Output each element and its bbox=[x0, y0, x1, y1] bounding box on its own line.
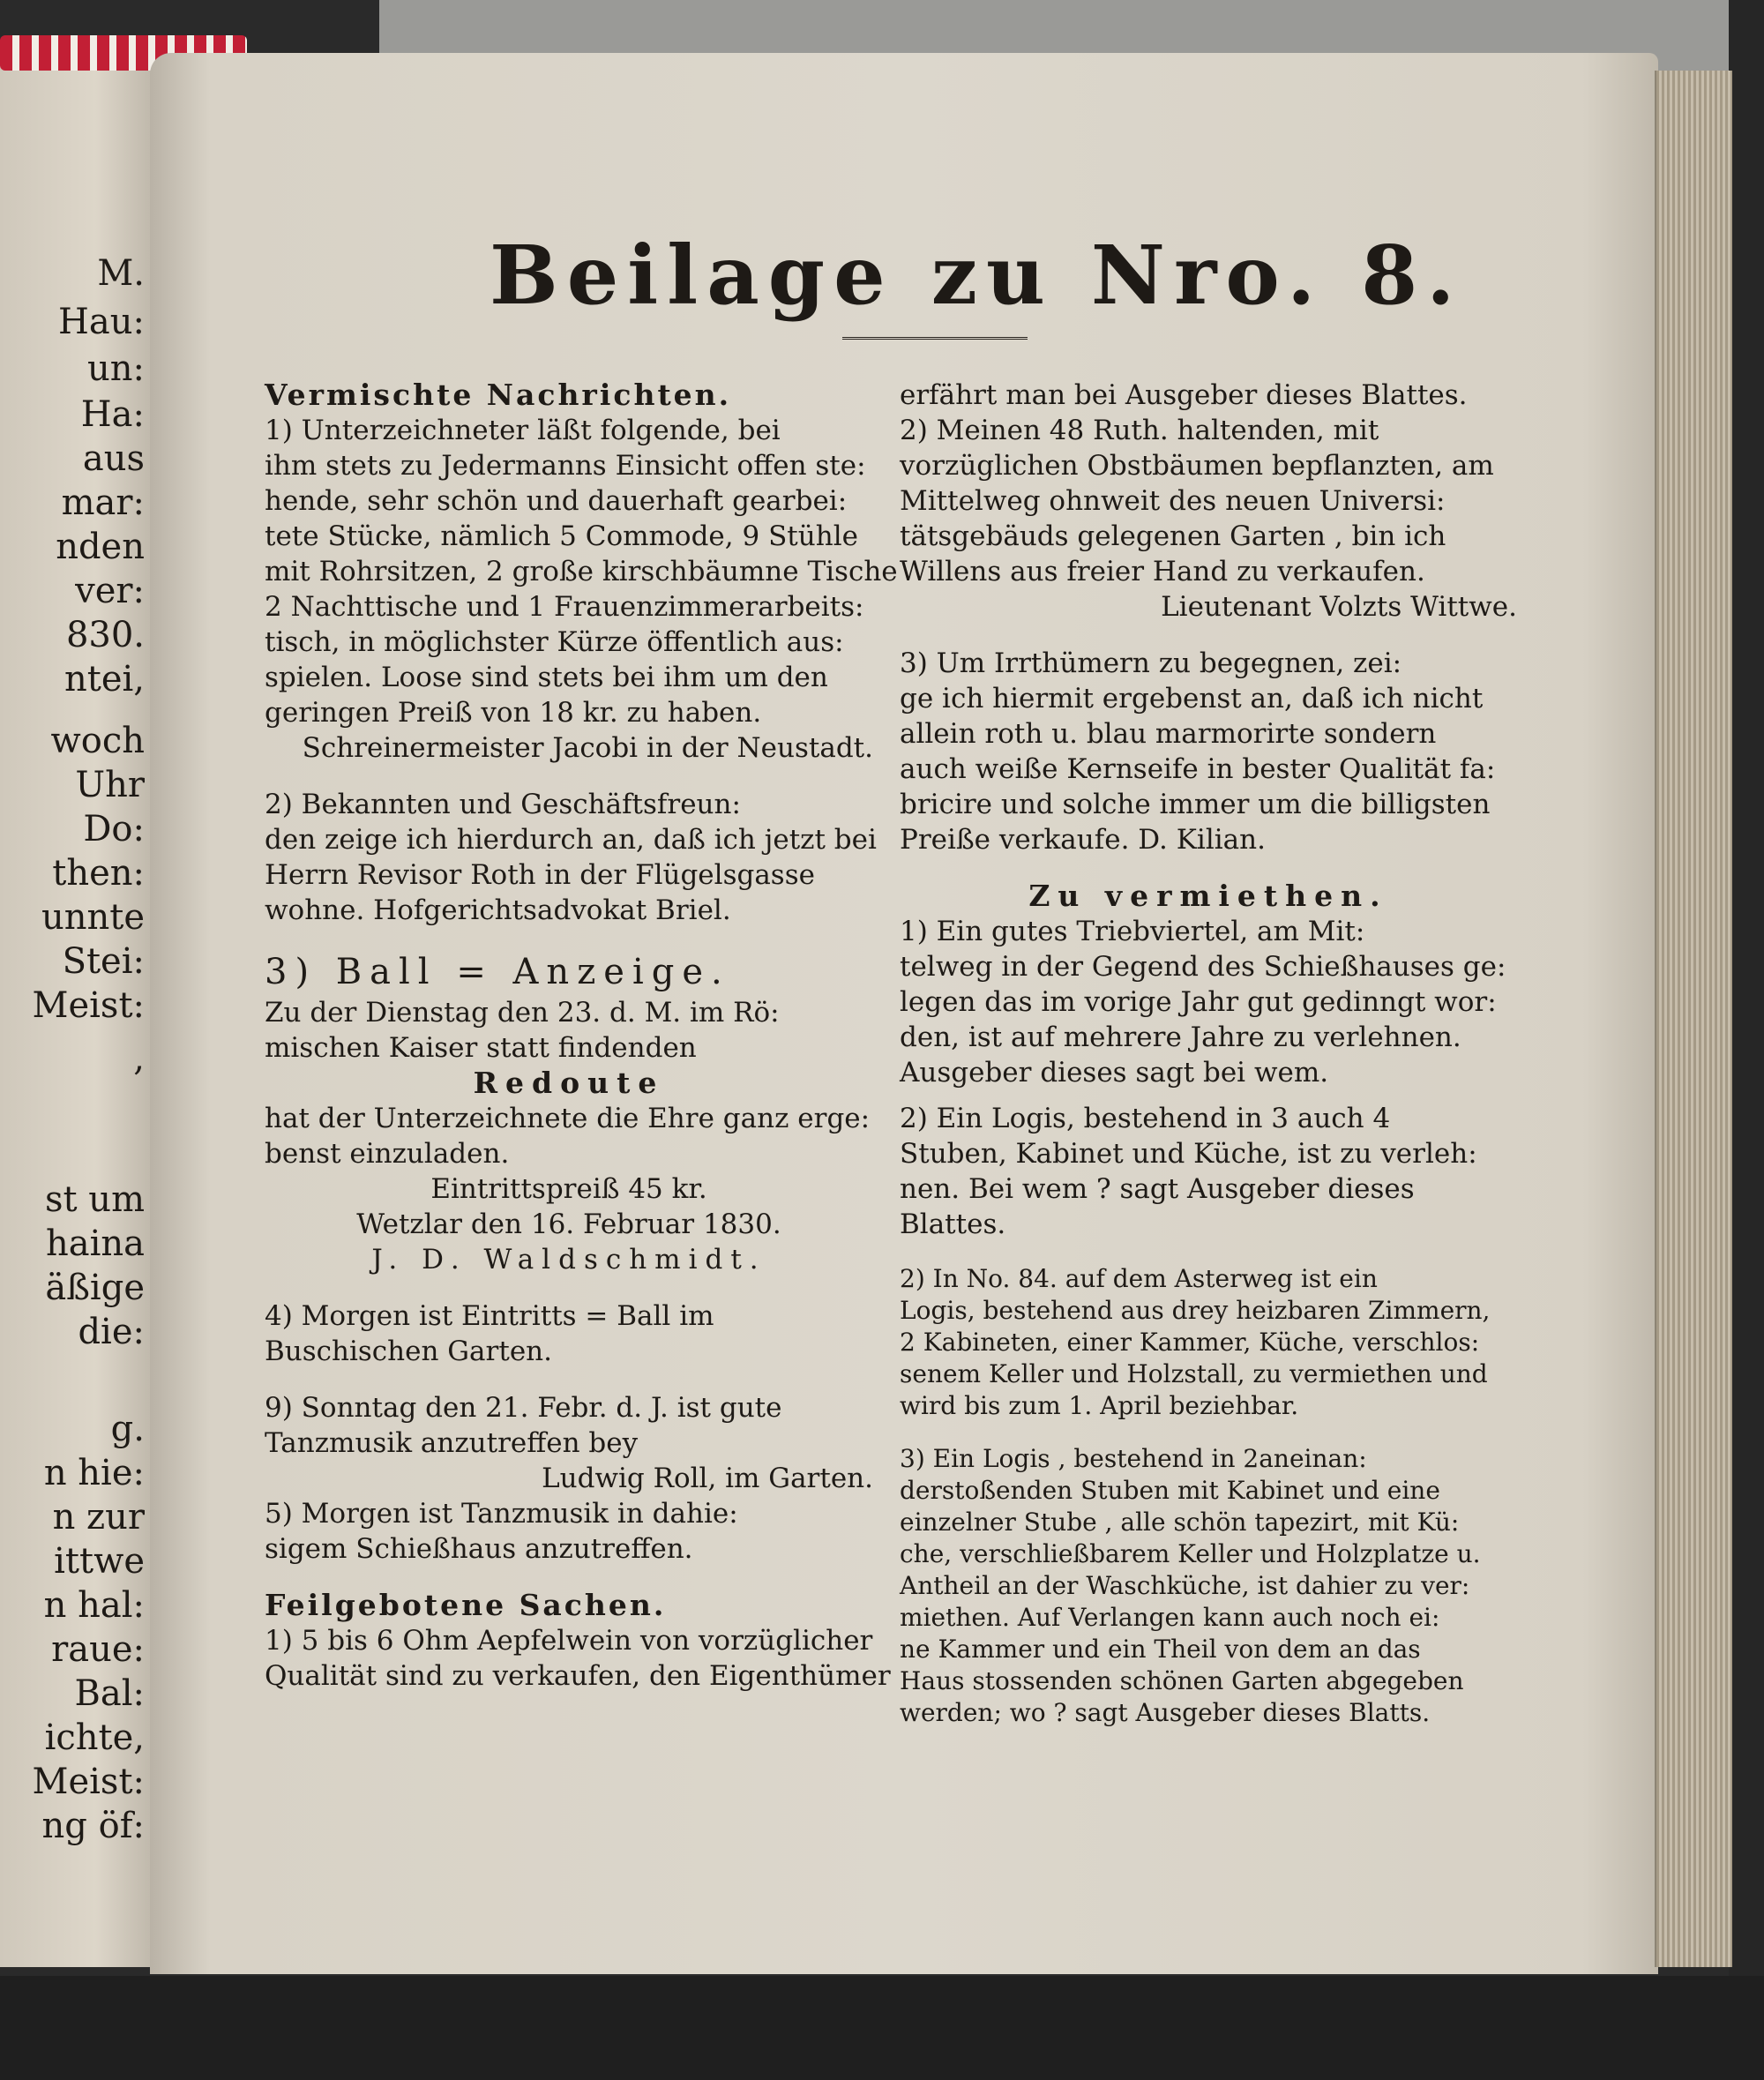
ad-3-date: Wetzlar den 16. Februar 1830. bbox=[356, 1208, 781, 1240]
ad-3-redoute: Redoute bbox=[473, 1066, 665, 1100]
page-edges bbox=[1655, 71, 1732, 1967]
margin-fragment: un: bbox=[87, 348, 145, 389]
sale-1 bbox=[265, 1623, 891, 1694]
text-line: 5) Morgen ist Tanzmusik in dahie: bbox=[265, 1498, 738, 1530]
margin-fragment: M. bbox=[97, 253, 145, 294]
text-line: mit Rohrsitzen, 2 große kirschbäumne Tische bbox=[265, 556, 898, 587]
text-line: tisch, in möglichster Kürze öffentlich aus: bbox=[265, 626, 844, 658]
text-line: hat der Unterzeichnete die Ehre ganz erge: bbox=[265, 1103, 871, 1134]
text-line: allein roth u. blau marmorirte sondern bbox=[900, 718, 1437, 750]
text-line: Willens aus freier Hand zu verkaufen. bbox=[900, 556, 1425, 587]
text-line: spielen. Loose sind stets bei ihm um den bbox=[265, 662, 828, 693]
section-heading-feilgebotene: Feilgebotene Sachen. bbox=[265, 1588, 667, 1622]
margin-fragment: die: bbox=[78, 1312, 145, 1352]
margin-fragment: Hau: bbox=[58, 302, 145, 342]
ad-3-heading: 3) Ball = Anzeige. bbox=[265, 952, 730, 992]
section-heading-vermiethen: Zu vermiethen. bbox=[1028, 879, 1388, 913]
text-line: ge ich hiermit ergebenst an, daß ich nicht bbox=[900, 683, 1484, 715]
ad-1 bbox=[265, 413, 898, 730]
ad-3-signature: J. D. Waldschmidt. bbox=[371, 1244, 766, 1276]
text-line: wohne. Hofgerichtsadvokat Briel. bbox=[265, 894, 731, 926]
text-line: senem Keller und Holzstall, zu vermiethen und bbox=[900, 1359, 1488, 1388]
text-line: 3) Um Irrthümern zu begegnen, zei: bbox=[900, 647, 1402, 679]
background-bottom bbox=[0, 1976, 1764, 2080]
margin-fragment: n hal: bbox=[43, 1585, 145, 1626]
page-title: Beilage zu Nro. 8. bbox=[490, 228, 1464, 323]
ad-2 bbox=[265, 787, 877, 928]
ad-3-price: Eintrittspreiß 45 kr. bbox=[430, 1173, 707, 1205]
text-line: ne Kammer und ein Theil von dem an das bbox=[900, 1635, 1421, 1664]
text-line: 2 Nachttische und 1 Frauenzimmerarbeits: bbox=[265, 591, 864, 623]
text-line: 2) In No. 84. auf dem Asterweg ist ein bbox=[900, 1264, 1378, 1293]
text-line: 2) Bekannten und Geschäftsfreun: bbox=[265, 789, 741, 820]
margin-fragment: ichte, bbox=[44, 1717, 145, 1758]
section-heading-vermischte: Vermischte Nachrichten. bbox=[265, 378, 732, 412]
text-line: Mittelweg ohnweit des neuen Universi: bbox=[900, 485, 1446, 517]
rent-3 bbox=[900, 1443, 1517, 1729]
text-line: Ausgeber dieses sagt bei wem. bbox=[900, 1057, 1329, 1089]
text-line: Preiße verkaufe. D. Kilian. bbox=[900, 824, 1266, 856]
text-line: Qualität sind zu verkaufen, den Eigenthümer bbox=[265, 1660, 891, 1692]
margin-fragment: n zur bbox=[52, 1497, 145, 1538]
ad-3-text bbox=[265, 995, 873, 1066]
rent-2b bbox=[900, 1263, 1517, 1422]
text-line: 4) Morgen ist Eintritts = Ball im bbox=[265, 1300, 714, 1332]
right-top-line: erfährt man bei Ausgeber dieses Blattes. bbox=[900, 379, 1468, 411]
text-line: bricire und solche immer um die billigsten bbox=[900, 789, 1491, 820]
text-line: den zeige ich hierdurch an, daß ich jetzt bei bbox=[265, 824, 877, 856]
margin-fragment: ver: bbox=[75, 571, 145, 611]
margin-fragment: Uhr bbox=[75, 765, 145, 805]
margin-fragment: Bal: bbox=[74, 1673, 145, 1714]
ad-9-signature: Ludwig Roll, im Garten. bbox=[542, 1463, 873, 1494]
ad-1-signature: Schreinermeister Jacobi in der Neustadt. bbox=[302, 732, 873, 764]
margin-fragment: Do: bbox=[83, 809, 145, 849]
rent-2 bbox=[900, 1101, 1517, 1242]
ad-3-soap bbox=[900, 646, 1517, 857]
text-line: Antheil an der Waschküche, ist dahier zu ver: bbox=[900, 1571, 1470, 1600]
text-line: ihm stets zu Jedermanns Einsicht offen ste: bbox=[265, 450, 866, 482]
left-column bbox=[265, 378, 898, 1694]
ad-5 bbox=[265, 1496, 873, 1567]
text-line: nen. Bei wem ? sagt Ausgeber dieses bbox=[900, 1173, 1415, 1205]
text-line: Buschischen Garten. bbox=[265, 1336, 552, 1367]
text-line: 2) Ein Logis, bestehend in 3 auch 4 bbox=[900, 1103, 1391, 1134]
text-line: 2 Kabineten, einer Kammer, Küche, verschlos: bbox=[900, 1328, 1480, 1357]
text-line: tätsgebäuds gelegenen Garten , bin ich bbox=[900, 520, 1446, 552]
text-line: geringen Preiß von 18 kr. zu haben. bbox=[265, 697, 762, 729]
text-line: 1) Ein gutes Triebviertel, am Mit: bbox=[900, 916, 1365, 947]
margin-fragment: ittwe bbox=[54, 1541, 145, 1582]
text-line: derstoßenden Stuben mit Kabinet und eine bbox=[900, 1476, 1440, 1505]
text-line: Tanzmusik anzutreffen bey bbox=[265, 1427, 639, 1459]
margin-fragment: ntei, bbox=[64, 659, 145, 700]
text-line: Stuben, Kabinet und Küche, ist zu verleh: bbox=[900, 1138, 1477, 1170]
margin-fragment: Meist: bbox=[32, 985, 145, 1026]
margin-fragment: äßige bbox=[45, 1268, 145, 1308]
margin-fragment: Stei: bbox=[62, 941, 145, 982]
text-line: tete Stücke, nämlich 5 Commode, 9 Stühle bbox=[265, 520, 858, 552]
margin-fragment: st um bbox=[44, 1179, 145, 1220]
margin-fragment: Ha: bbox=[80, 394, 145, 435]
text-line: Zu der Dienstag den 23. d. M. im Rö: bbox=[265, 997, 780, 1029]
margin-fragment: mar: bbox=[61, 483, 145, 523]
text-line: miethen. Auf Verlangen kann auch noch ei: bbox=[900, 1603, 1440, 1632]
text-line: Haus stossenden schönen Garten abgegeben bbox=[900, 1666, 1464, 1695]
text-line: auch weiße Kernseife in bester Qualität fa: bbox=[900, 753, 1496, 785]
text-line: hende, sehr schön und dauerhaft gearbei: bbox=[265, 485, 848, 517]
margin-fragment: g. bbox=[110, 1409, 145, 1449]
text-line: che, verschließbarem Keller und Holzplatze u. bbox=[900, 1539, 1481, 1568]
title-rule bbox=[842, 337, 1028, 340]
margin-fragment: then: bbox=[52, 853, 145, 894]
ad-2-garden bbox=[900, 413, 1517, 589]
margin-fragment: nden bbox=[56, 527, 145, 567]
ad-4 bbox=[265, 1298, 873, 1369]
margin-fragment: Meist: bbox=[32, 1762, 145, 1802]
text-line: 1) 5 bis 6 Ohm Aepfelwein von vorzüglicher bbox=[265, 1625, 873, 1657]
text-line: den, ist auf mehrere Jahre zu verlehnen. bbox=[900, 1021, 1461, 1053]
margin-fragment: , bbox=[133, 1038, 145, 1079]
right-column bbox=[900, 378, 1517, 1729]
margin-fragment: n hie: bbox=[43, 1453, 145, 1493]
text-line: mischen Kaiser statt findenden bbox=[265, 1032, 697, 1064]
margin-fragment: 830. bbox=[65, 615, 145, 655]
margin-fragment: ng öf: bbox=[41, 1806, 145, 1846]
text-line: Herrn Revisor Roth in der Flügelsgasse bbox=[265, 859, 815, 891]
ad-9 bbox=[265, 1390, 873, 1461]
margin-fragment: haina bbox=[45, 1223, 145, 1264]
text-line: telweg in der Gegend des Schießhauses ge: bbox=[900, 951, 1506, 983]
text-line: Blattes. bbox=[900, 1208, 1006, 1240]
background-right bbox=[1729, 0, 1764, 2080]
text-line: 1) Unterzeichneter läßt folgende, bei bbox=[265, 415, 781, 446]
rent-1 bbox=[900, 914, 1517, 1090]
text-line: vorzüglichen Obstbäumen bepflanzten, am bbox=[900, 450, 1494, 482]
text-line: 2) Meinen 48 Ruth. haltenden, mit bbox=[900, 415, 1379, 446]
text-line: Logis, bestehend aus drey heizbaren Zimmern, bbox=[900, 1296, 1491, 1325]
margin-fragment: raue: bbox=[51, 1629, 145, 1670]
text-line: sigem Schießhaus anzutreffen. bbox=[265, 1533, 693, 1565]
ad-3-text-2 bbox=[265, 1101, 873, 1171]
text-line: legen das im vorige Jahr gut gedinngt wor: bbox=[900, 986, 1497, 1018]
text-line: 3) Ein Logis , bestehend in 2aneinan: bbox=[900, 1444, 1367, 1473]
text-line: 9) Sonntag den 21. Febr. d. J. ist gute bbox=[265, 1392, 782, 1424]
text-line: einzelner Stube , alle schön tapezirt, mit Kü: bbox=[900, 1508, 1460, 1537]
left-page-fragment bbox=[0, 44, 159, 1967]
ad-2-garden-signature: Lieutenant Volzts Wittwe. bbox=[1161, 591, 1517, 623]
margin-fragment: woch bbox=[50, 721, 145, 761]
text-line: werden; wo ? sagt Ausgeber dieses Blatts. bbox=[900, 1698, 1431, 1727]
margin-fragment: aus bbox=[82, 438, 145, 479]
text-line: wird bis zum 1. April beziehbar. bbox=[900, 1391, 1299, 1420]
margin-fragment: unnte bbox=[41, 897, 145, 938]
text-line: benst einzuladen. bbox=[265, 1138, 510, 1170]
